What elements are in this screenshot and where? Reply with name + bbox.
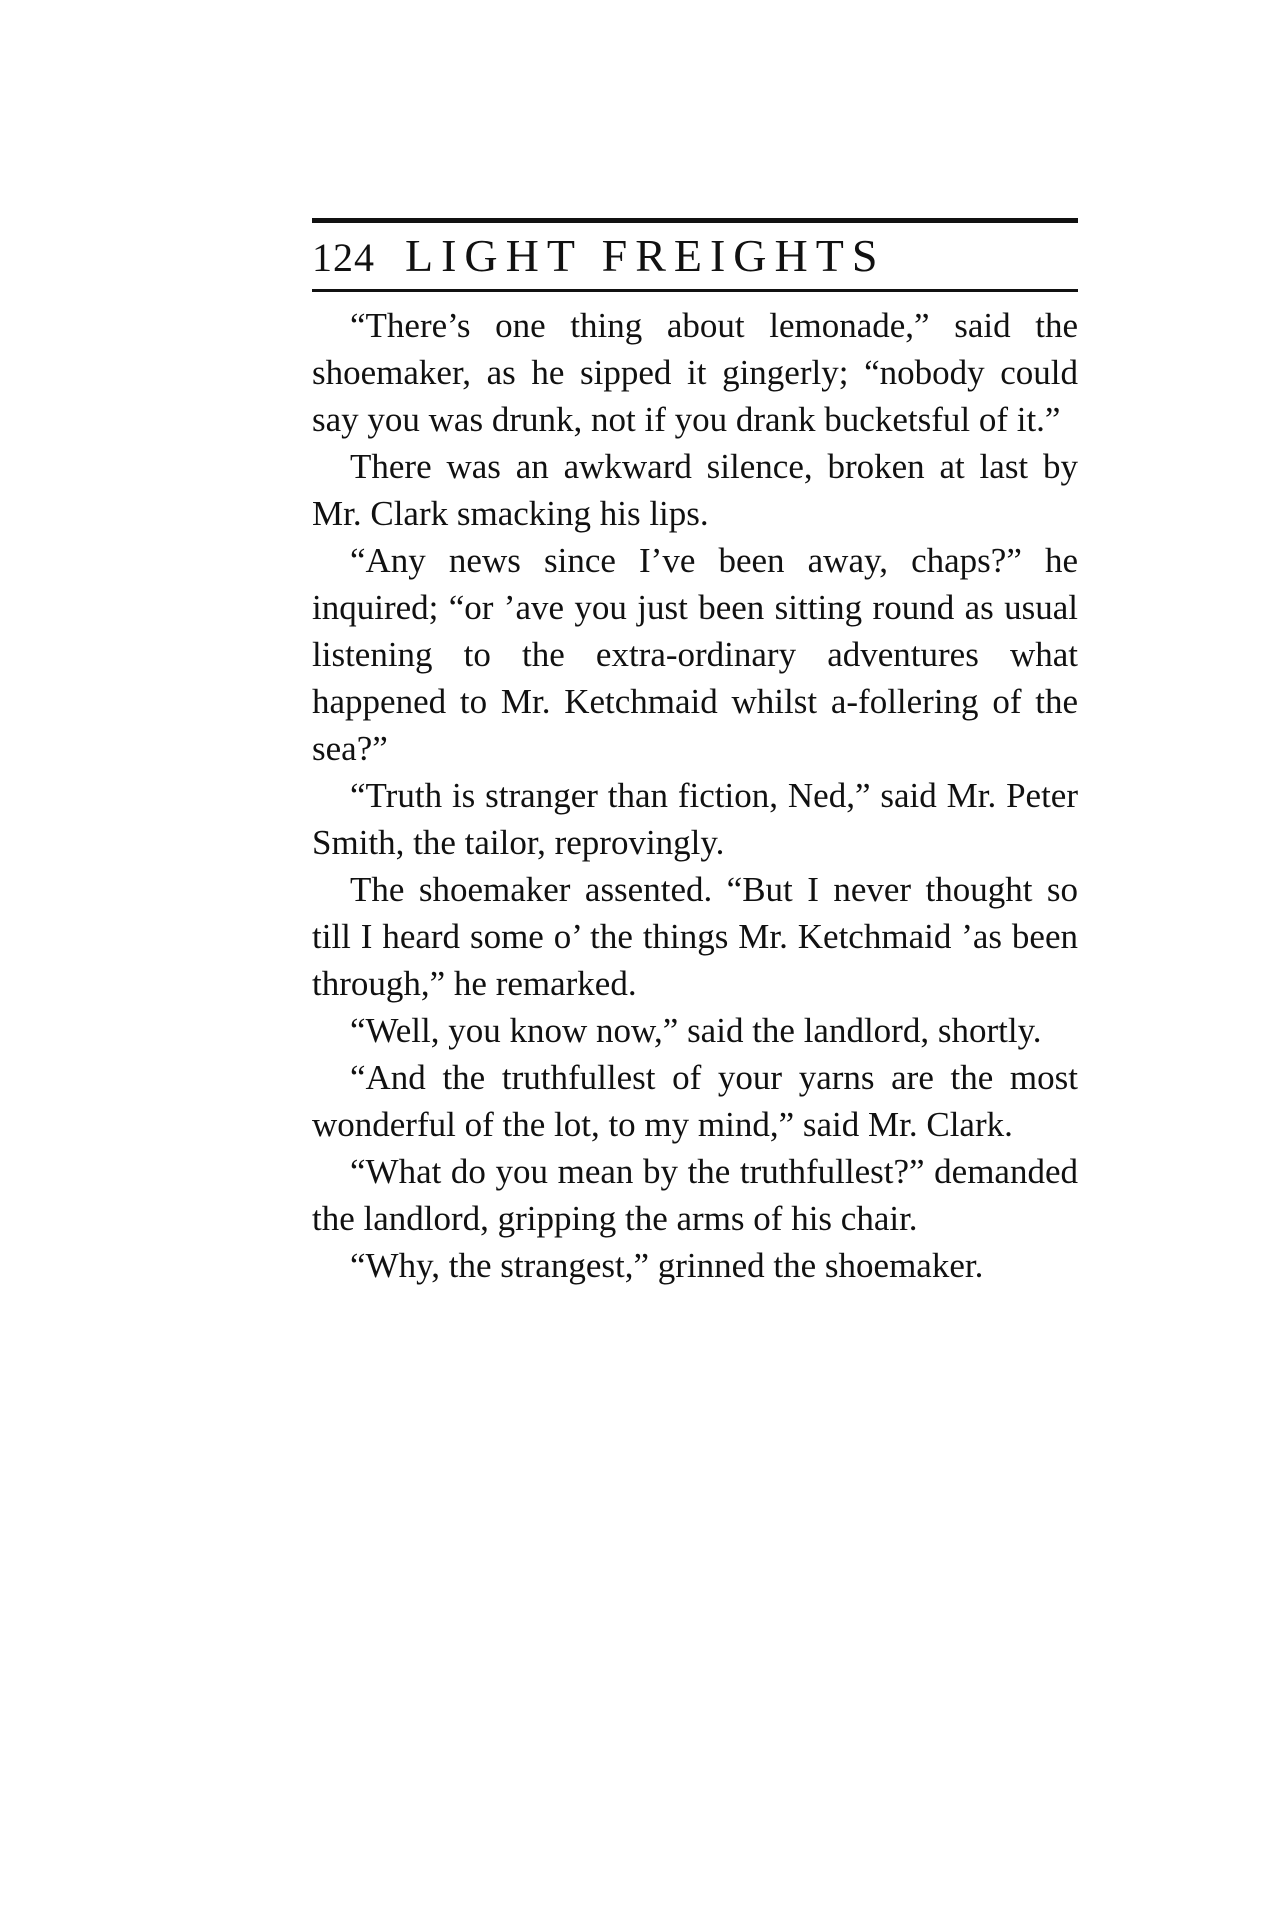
- paragraph: “What do you mean by the truthfullest?” demanded the landlord, gripping the arms of his chair.: [312, 1152, 1078, 1238]
- paragraph: There was an awkward silence, broken at last by Mr. Clark smacking his lips.: [312, 447, 1078, 533]
- running-title: LIGHT FREIGHTS: [405, 230, 886, 281]
- paragraph: “Any news since I’ve been away, chaps?” he inquired; “or ’ave you just been sitting round as usual listening to the extra-ordinary adventures what happened to Mr. Ketchmaid whilst a-follering of the sea?”: [312, 541, 1078, 768]
- paragraph: The shoemaker assented. “But I never thought so till I heard some o’ the things Mr. Ketchmaid ’as been through,” he remarked.: [312, 870, 1078, 1003]
- paragraph: “Why, the strangest,” grinned the shoemaker.: [350, 1246, 984, 1285]
- paragraph: “And the truthfullest of your yarns are the most wonderful of the lot, to my mind,” said Mr. Clark.: [312, 1058, 1078, 1144]
- paragraph: “Well, you know now,” said the landlord, shortly.: [350, 1011, 1042, 1050]
- page-number: 124: [312, 235, 375, 280]
- paragraph: “There’s one thing about lemonade,” said the shoemaker, as he sipped it gingerly; “nobody could say you was drunk, not if you drank bucketsful of it.”: [312, 306, 1078, 439]
- header-rule-bottom: [312, 289, 1078, 292]
- body-text: [312, 302, 1078, 1289]
- book-page: [312, 218, 1078, 1289]
- paragraph: “Truth is stranger than fiction, Ned,” said Mr. Peter Smith, the tailor, reprovingly.: [312, 776, 1078, 862]
- running-head: [312, 223, 1078, 289]
